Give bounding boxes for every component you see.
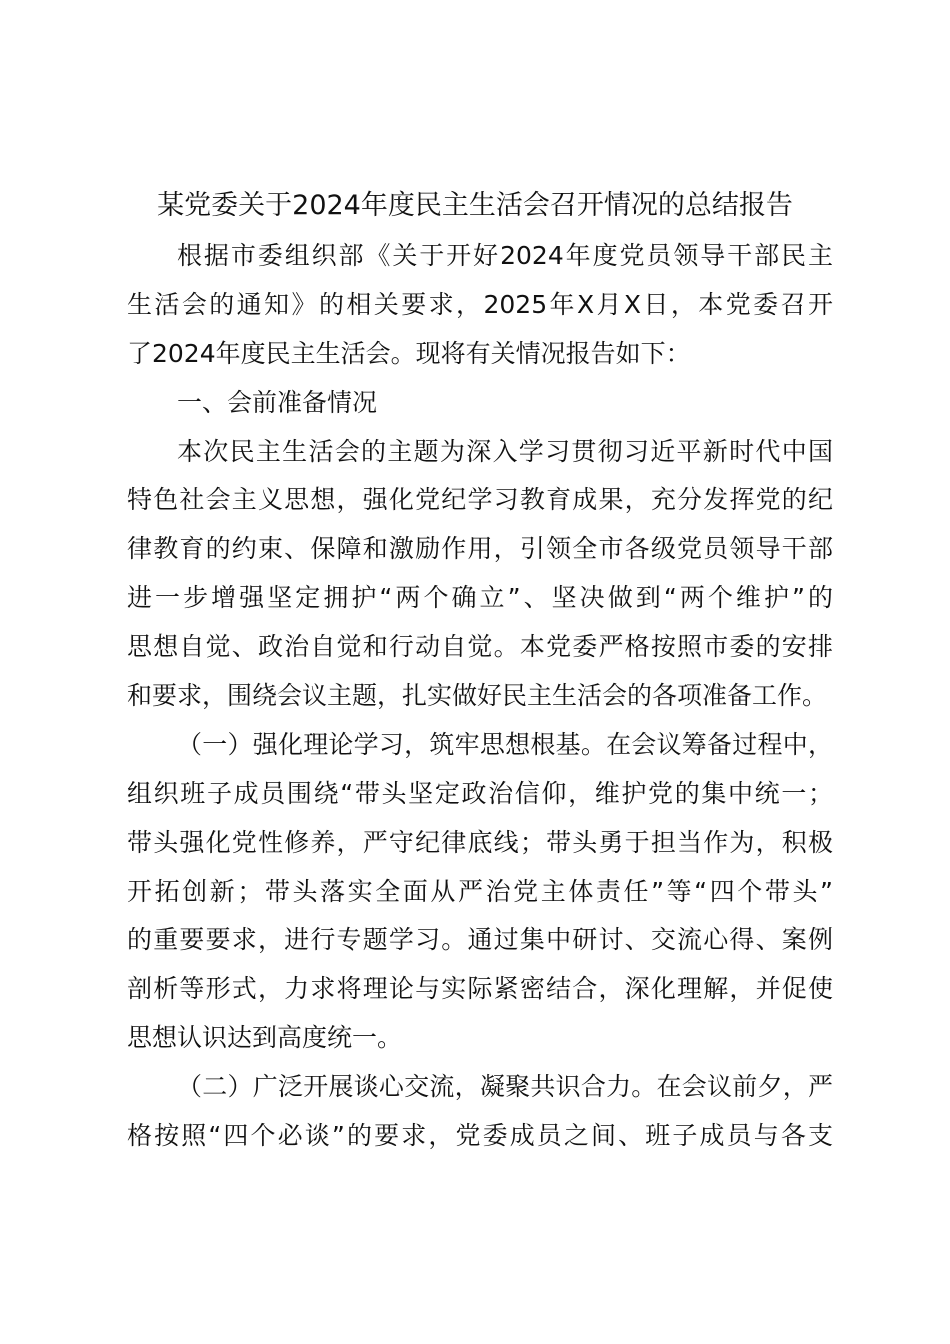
paragraph-theme [127, 428, 833, 721]
text-line: 的重要要求，进行专题学习。通过集中研讨、交流心得、案例 [127, 925, 833, 955]
text-line: （一）强化理论学习，筑牢思想根基。在会议筹备过程中， [177, 729, 833, 759]
text-line: 根据市委组织部《关于开好2024年度党员领导干部民主 [177, 241, 833, 270]
text-line: 律教育的约束、保障和激励作用，引领全市各级党员领导干部 [127, 534, 833, 564]
text-line: 组织班子成员围绕“带头坚定政治信仰，维护党的集中统一； [127, 778, 833, 808]
paragraph-heart-to-heart [127, 1063, 833, 1161]
text-line: 剖析等形式，力求将理论与实际紧密结合，深化理解，并促使 [127, 974, 833, 1004]
text-line: 开拓创新；带头落实全面从严治党主体责任”等“四个带头” [127, 876, 833, 906]
text-line: 思想自觉、政治自觉和行动自觉。本党委严格按照市委的安排 [127, 632, 833, 662]
text-line: 生活会的通知》的相关要求，2025年X月X日，本党委召开 [127, 289, 833, 319]
text-line: 和要求，围绕会议主题，扎实做好民主生活会的各项准备工作。 [127, 681, 828, 711]
text-line: 格按照“四个必谈”的要求，党委成员之间、班子成员与各支 [127, 1121, 833, 1151]
text-line: 思想认识达到高度统一。 [127, 1023, 403, 1053]
paragraph-theory-study [127, 721, 833, 1063]
text-line: 本次民主生活会的主题为深入学习贯彻习近平新时代中国 [177, 436, 833, 466]
text-line: 了2024年度民主生活会。现将有关情况报告如下： [127, 338, 691, 368]
document-body [127, 232, 833, 1161]
section-heading-text: 一、会前准备情况 [177, 387, 378, 417]
document-title: 某党委关于2024年度民主生活会召开情况的总结报告 [157, 190, 793, 221]
text-line: 进一步增强坚定拥护“两个确立”、坚决做到“两个维护”的 [127, 583, 833, 613]
text-line: 带头强化党性修养，严守纪律底线；带头勇于担当作为，积极 [127, 827, 833, 857]
text-line: （二）广泛开展谈心交流，凝聚共识合力。在会议前夕，严 [177, 1072, 833, 1102]
paragraph-intro [127, 232, 833, 379]
section-heading [127, 379, 833, 428]
text-line: 特色社会主义思想，强化党纪学习教育成果，充分发挥党的纪 [127, 485, 833, 515]
